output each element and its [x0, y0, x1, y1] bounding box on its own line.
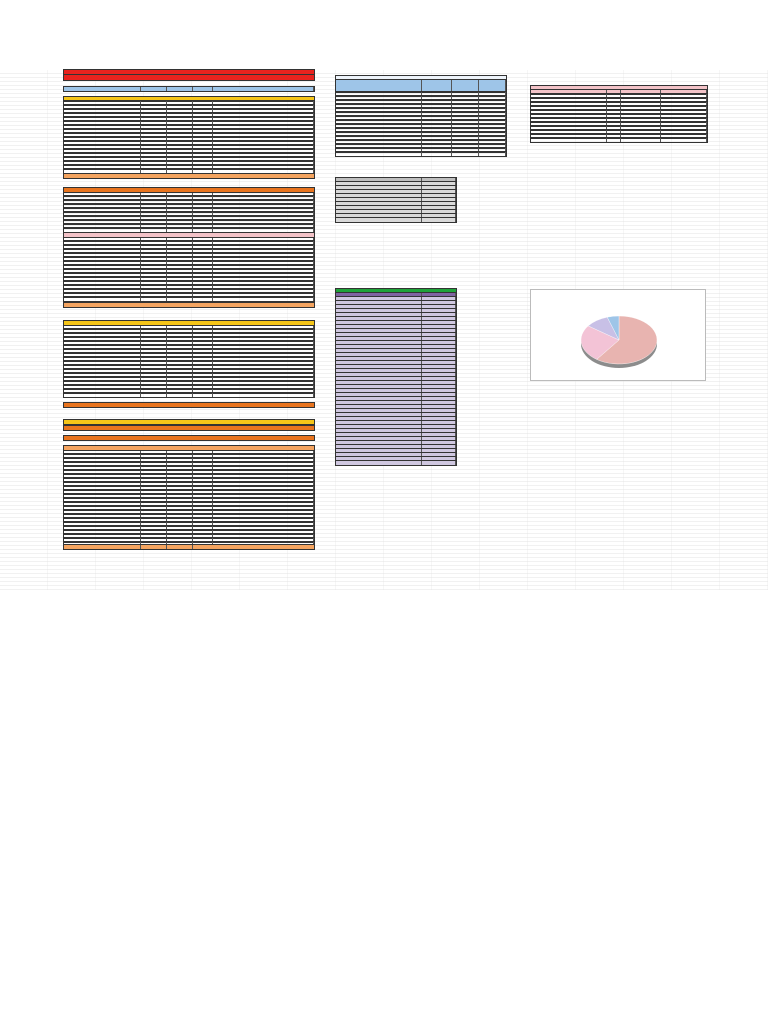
column-header — [64, 87, 141, 91]
table-cell — [336, 461, 422, 465]
table-cell — [479, 152, 506, 156]
section-header — [63, 320, 315, 326]
table-cell — [422, 461, 456, 465]
table-cell — [607, 138, 621, 142]
table-row — [530, 137, 708, 143]
table-cell — [64, 393, 141, 397]
section-header — [63, 402, 315, 408]
table-cell — [213, 297, 314, 301]
inflation-heading — [530, 80, 706, 84]
table-cell — [193, 393, 213, 397]
table-cell — [167, 393, 193, 397]
table-cell — [167, 297, 193, 301]
column-header-row — [63, 86, 315, 92]
column-header — [141, 87, 167, 91]
table-cell — [336, 218, 422, 222]
section-header — [63, 232, 315, 238]
column-header — [213, 87, 314, 91]
table-cell — [213, 393, 314, 397]
total-value — [141, 545, 167, 549]
section-header — [63, 187, 315, 193]
section-header — [63, 445, 315, 451]
colored-row — [63, 425, 315, 431]
table-row — [335, 151, 507, 157]
colored-row — [63, 435, 315, 441]
table-row — [63, 392, 315, 398]
table-cell — [336, 152, 422, 156]
table-cell — [422, 152, 452, 156]
sheet-subtitle — [63, 74, 315, 81]
table-cell — [141, 393, 167, 397]
total-value — [167, 545, 193, 549]
table-cell — [452, 152, 479, 156]
table-row — [335, 217, 457, 223]
table-cell — [531, 138, 607, 142]
table-cell — [621, 138, 661, 142]
pie-chart — [531, 290, 707, 382]
total-label — [64, 545, 141, 549]
table-cell — [141, 297, 167, 301]
column-header — [167, 87, 193, 91]
subtotal-row — [63, 302, 315, 308]
table-cell — [422, 218, 456, 222]
subtotal-row — [63, 173, 315, 179]
total-row — [63, 544, 315, 550]
table-cell — [193, 297, 213, 301]
table-row — [335, 460, 457, 466]
table-cell — [64, 297, 141, 301]
column-header — [193, 87, 213, 91]
cost-heading — [335, 283, 455, 287]
table-cell — [661, 138, 707, 142]
pie-chart-panel — [530, 289, 706, 381]
